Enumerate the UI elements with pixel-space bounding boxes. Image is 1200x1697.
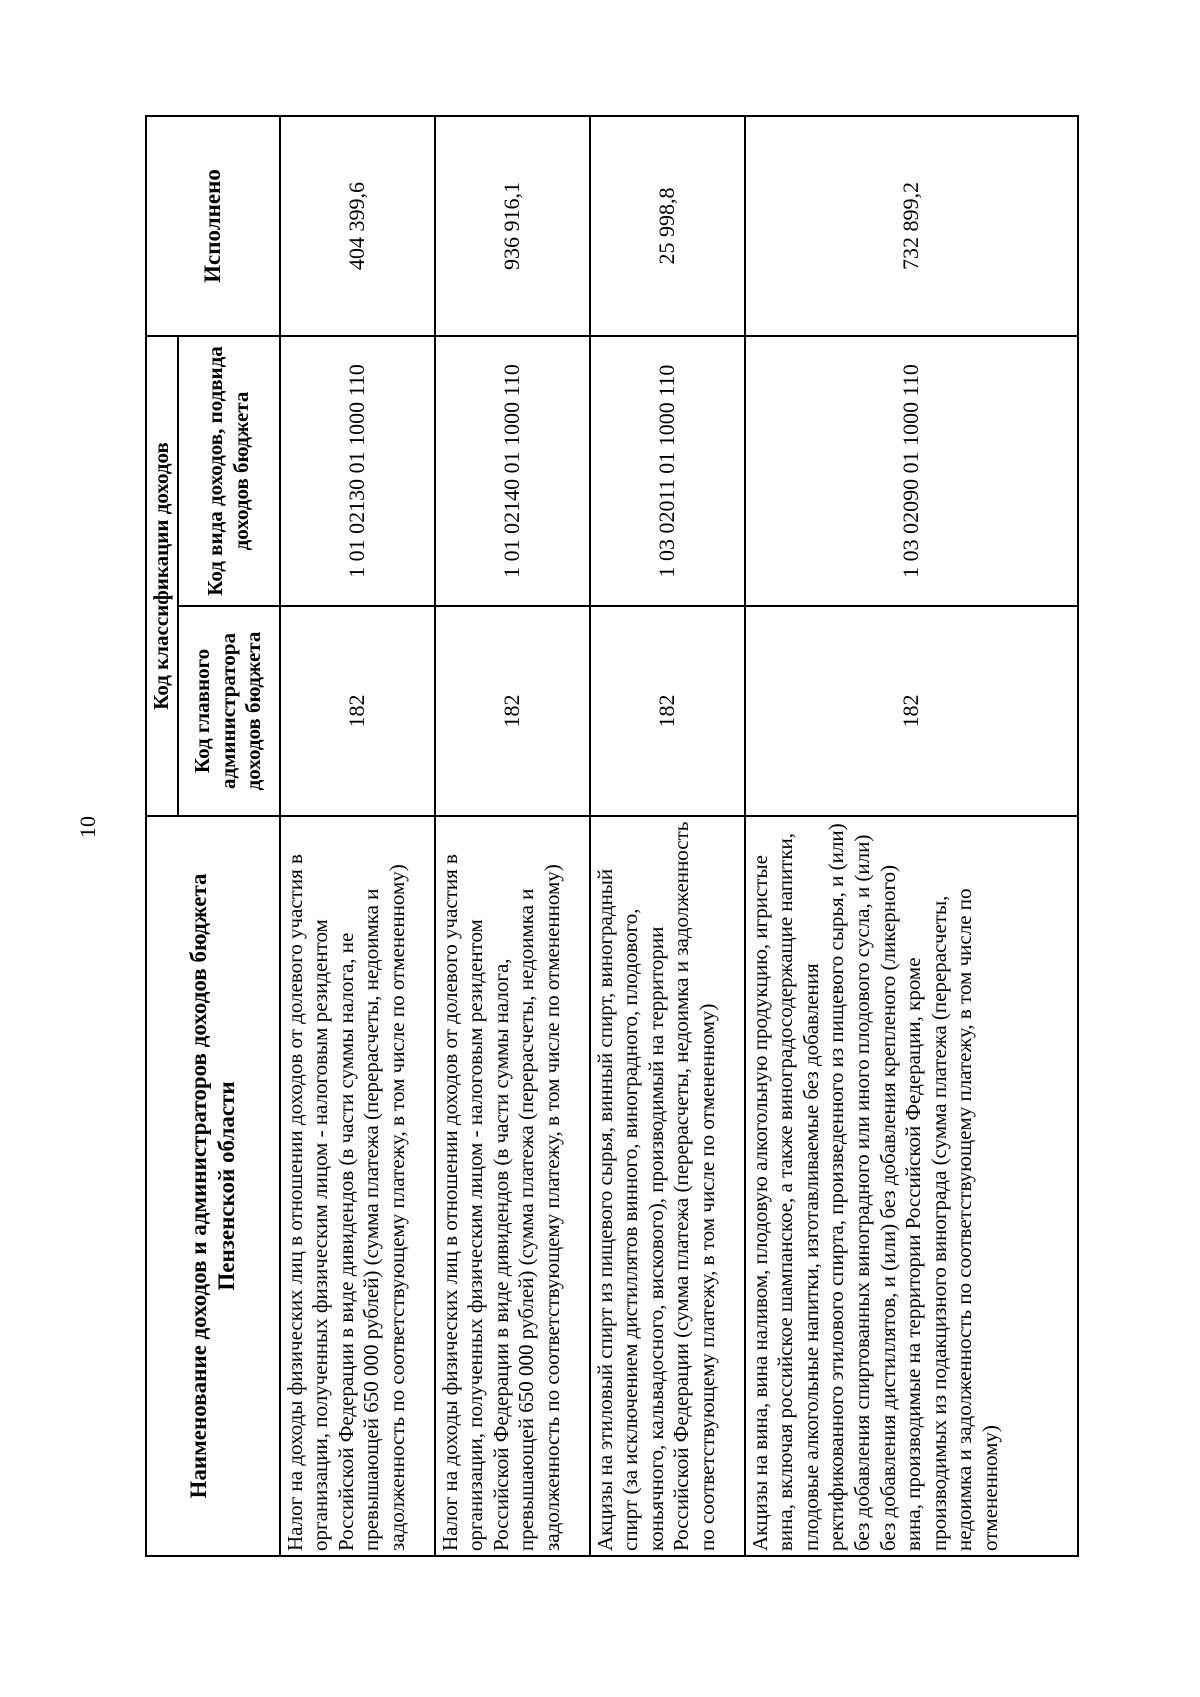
header-type-code: Код вида доходов, подвида доходов бюджета xyxy=(178,336,280,606)
admin-code: 182 xyxy=(435,606,590,816)
header-executed: Исполнено xyxy=(146,116,280,336)
executed-amount: 404 399,6 xyxy=(280,116,435,336)
revenue-type-code: 1 03 02011 01 1000 110 xyxy=(590,336,745,606)
table-row xyxy=(280,116,435,1556)
page-number: 10 xyxy=(75,816,100,838)
executed-amount: 25 998,8 xyxy=(590,116,745,336)
revenue-type-code: 1 03 02090 01 1000 110 xyxy=(745,336,1078,606)
admin-code: 182 xyxy=(590,606,745,816)
header-code-group: Код классификации доходов xyxy=(146,336,178,816)
table-row xyxy=(435,116,590,1556)
revenue-name: Налог на доходы физических лиц в отношении доходов от долевого участия в организации, полученных физическим лицом - налоговым резидентом Российской Федерации в виде дивидендов (в части суммы налога, превышающей 650 000 рублей) (сумма платежа (перерасчеты, недоимка и задолженность по соответствующему платежу, в том числе по отмененному) xyxy=(435,816,590,1556)
executed-amount: 732 899,2 xyxy=(745,116,1078,336)
admin-code: 182 xyxy=(280,606,435,816)
revenue-name: Акцизы на этиловый спирт из пищевого сырья, винный спирт, виноградный спирт (за исключением дистиллятов винного, виноградного, плодового, коньячного, кальвадосного, вискового), производимый на территории Российской Федерации (сумма платежа (перерасчеты, недоимка и задолженность по соответствующему платежу, в том числе по отмененному) xyxy=(590,816,745,1556)
table-row xyxy=(590,116,745,1556)
table-row xyxy=(745,116,1078,1556)
budget-revenue-table xyxy=(145,115,1079,1557)
revenue-name: Налог на доходы физических лиц в отношении доходов от долевого участия в организации, полученных физическим лицом - налоговым резидентом Российской Федерации в виде дивидендов (в части суммы налога, не превышающей 650 000 рублей) (сумма платежа (перерасчеты, недоимка и задолженность по соответствующему платежу, в том числе по отмененному) xyxy=(280,816,435,1556)
header-revenue-name: Наименование доходов и администраторов доходов бюджета Пензенской области xyxy=(146,816,280,1556)
executed-amount: 936 916,1 xyxy=(435,116,590,336)
rotated-table-frame xyxy=(145,117,1075,1557)
admin-code: 182 xyxy=(745,606,1078,816)
revenue-type-code: 1 01 02130 01 1000 110 xyxy=(280,336,435,606)
revenue-name: Акцизы на вина, вина наливом, плодовую алкогольную продукцию, игристые вина, включая российское шампанское, а также виноградосодержащие напитки, плодовые алкогольные напитки, изготавливаемые без добавления ректификованного этилового спирта, произведенного из пищевого сырья, и (или) без добавления спиртованных виноградного или иного плодового сусла, и (или) без добавления дистиллятов, и (или) без добавления крепленого (ликерного) вина, производимые на территории Российской Федерации, кроме производимых из подакцизного винограда (сумма платежа (перерасчеты, недоимка и задолженность по соответствующему платежу, в том числе по отмененному) xyxy=(745,816,1078,1556)
revenue-type-code: 1 01 02140 01 1000 110 xyxy=(435,336,590,606)
header-admin-code: Код главного администратора доходов бюджета xyxy=(178,606,280,816)
